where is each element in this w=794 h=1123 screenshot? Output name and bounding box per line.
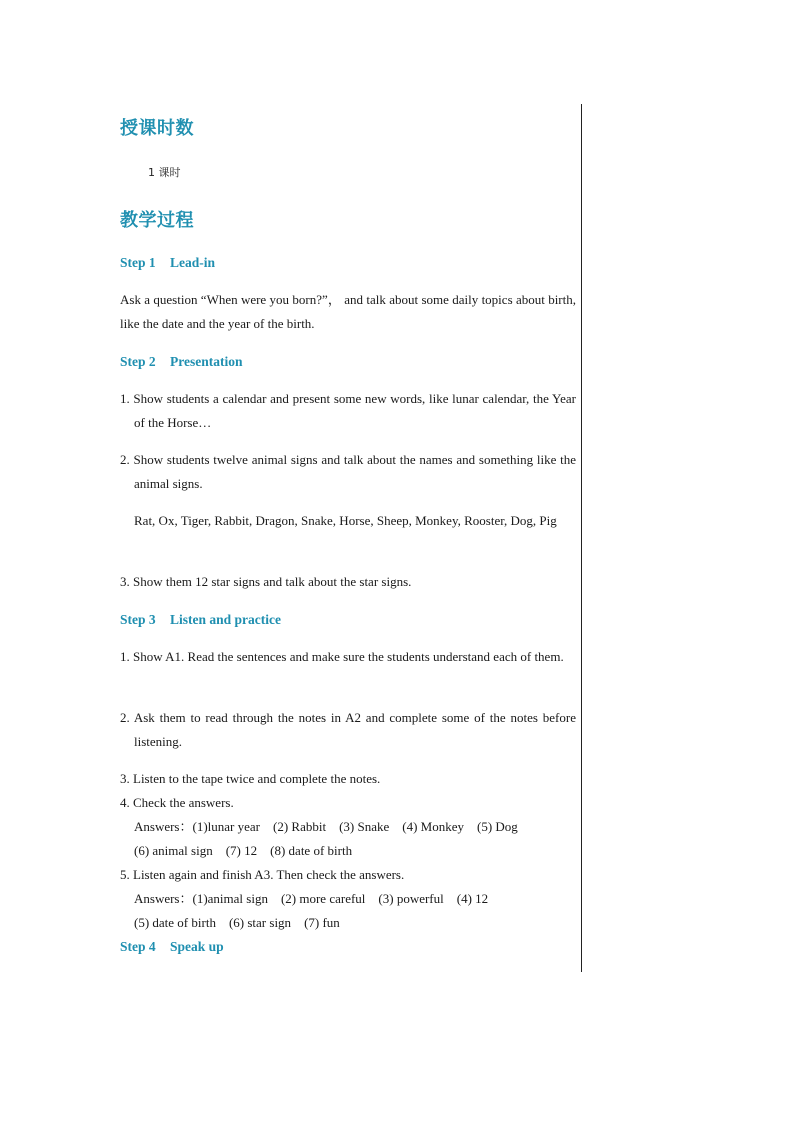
answer-item: (6) animal sign (134, 843, 213, 858)
answer-item: (3) Snake (339, 819, 390, 834)
step2-number: Step 2 (120, 354, 156, 369)
step2-item-1: 1. Show students a calendar and present some new words, like lunar calendar, the Year of the Horse… (120, 391, 576, 430)
answer-item: (5) date of birth (134, 915, 216, 930)
answer-item: (8) date of birth (270, 843, 353, 858)
answers1-line2 (134, 839, 576, 863)
step4-heading (120, 939, 224, 955)
step3-item-1: 1. Show A1. Read the sentences and make sure the students understand each of them. (120, 649, 564, 664)
answer-item: Answers：(1)animal sign (134, 891, 268, 906)
answer-item: (7) 12 (225, 843, 258, 858)
hours-value: 1 课时 (148, 166, 181, 179)
step2-item-2: 2. Show students twelve animal signs and talk about the names and something like the animal signs. (120, 452, 576, 491)
step2-item-3: 3. Show them 12 star signs and talk about the star signs. (120, 574, 412, 589)
answer-item: (4) 12 (456, 891, 489, 906)
answer-item: (7) fun (304, 915, 340, 930)
table-border-line (581, 104, 582, 972)
hours-heading: 授课时数 (120, 118, 194, 139)
answer-item: (2) Rabbit (272, 819, 327, 834)
step4-number: Step 4 (120, 939, 156, 954)
step3-item-5: 5. Listen again and finish A3. Then check the answers. (120, 867, 405, 882)
step1-number: Step 1 (120, 255, 156, 270)
answer-item: (3) powerful (378, 891, 444, 906)
step2-heading (120, 354, 243, 370)
step2-title: Presentation (170, 354, 243, 369)
step1-heading (120, 255, 215, 271)
answers1-line1 (134, 815, 576, 839)
answers2-line2 (134, 911, 576, 935)
step3-heading (120, 612, 281, 628)
step4-title: Speak up (170, 939, 224, 954)
step3-item-4: 4. Check the answers. (120, 795, 234, 810)
step3-item-3: 3. Listen to the tape twice and complete the notes. (120, 771, 381, 786)
step3-title: Listen and practice (170, 612, 281, 627)
answers2-line1 (134, 887, 576, 911)
answer-item: (4) Monkey (402, 819, 464, 834)
process-heading: 教学过程 (120, 210, 194, 231)
answer-item: (2) more careful (280, 891, 366, 906)
step1-title: Lead-in (170, 255, 216, 270)
answer-item: Answers：(1)lunar year (134, 819, 260, 834)
step3-number: Step 3 (120, 612, 156, 627)
step1-text: Ask a question “When were you born?”， and talk about some daily topics about birth, like the date and the year of the birth. (120, 292, 576, 331)
step3-item-2: 2. Ask them to read through the notes in A2 and complete some of the notes before listening. (120, 710, 576, 749)
animal-signs-list: Rat, Ox, Tiger, Rabbit, Dragon, Snake, Horse, Sheep, Monkey, Rooster, Dog, Pig (134, 513, 557, 528)
answer-item: (5) Dog (477, 819, 518, 834)
answer-item: (6) star sign (228, 915, 292, 930)
